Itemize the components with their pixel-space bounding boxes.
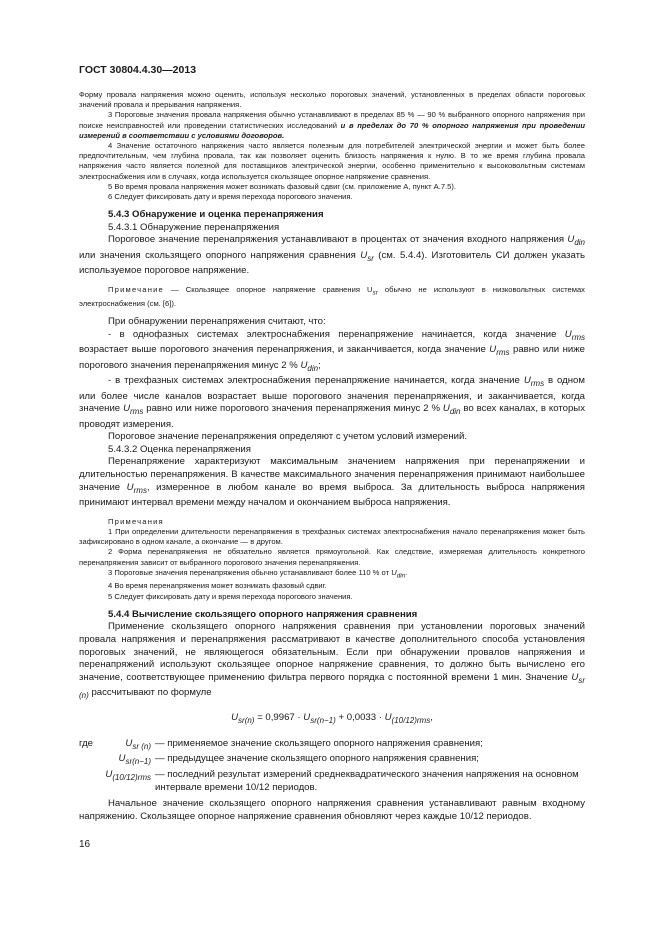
text: = 0,9967 · [254, 711, 304, 723]
note-6-timestamp: 6 Следует фиксировать дату и время перехода порогового значения. [108, 192, 353, 202]
symbol: U [489, 344, 497, 356]
legend-symbol [79, 769, 155, 794]
subscript: rms [496, 347, 510, 357]
symbol: U [123, 403, 130, 415]
legend-where-label: где [79, 737, 94, 749]
symbol: U [564, 328, 572, 340]
subscript: din [396, 572, 406, 580]
page-body [79, 90, 585, 823]
legend-row [79, 753, 585, 769]
text: - в однофазных системах электроснабжения перенапряжение начинается, когда значение [108, 328, 565, 340]
paragraph-sliding-reference [79, 621, 585, 702]
subscript: sr [367, 253, 374, 263]
legend-row [79, 738, 585, 754]
subscript: din [307, 363, 319, 373]
text: возрастает выше порогового значения перенапряжения, и заканчивается, когда значение [79, 344, 490, 356]
subscript: sr(n−1) [125, 757, 151, 767]
text: или значения скользящего опорного напряжения сравнения [79, 249, 361, 261]
subscript: (10/12)rms [112, 772, 151, 782]
legend-text: — предыдущее значение скользящего опорного напряжения сравнения; [155, 753, 479, 765]
symbol: U [118, 753, 126, 765]
symbol: U [126, 481, 134, 493]
legend-symbol [79, 753, 155, 769]
subscript: sr (n) [132, 741, 151, 751]
legend-text: — последний результат измерений среднеквадратического значения напряжения на основном интервале времени 10/12 периодов. [155, 768, 579, 793]
symbol: U [442, 403, 450, 415]
subsection-5-4-3-2-heading: 5.4.3.2 Оценка перенапряжения [108, 443, 251, 455]
text: (см. 5.4.4). Изготовитель СИ должен указать используемое пороговое напряжение. [79, 249, 585, 277]
subscript: din [449, 407, 461, 417]
text: , [430, 711, 433, 723]
paragraph-swell-detection: При обнаружении перенапряжения считают, что: [108, 315, 326, 327]
paragraph-initial-value: Начальное значение скользящего опорного напряжения сравнения устанавливают равным входному напряжению. Скользящее опорное напряжение сравнения обновляют через каждые 10/12 периодов. [79, 798, 585, 822]
text: рассчитывают по формуле [88, 687, 212, 699]
symbol: U [384, 711, 392, 723]
symbol: U [360, 249, 368, 261]
note-2-shape: 2 Форма перенапряжения не обязательно является прямоугольной. Как следствие, измеряемая длительность конкретного перенапряжения зависит от выбранного порогового значения перенапряжения. [79, 547, 585, 567]
note-label: Примечание [108, 285, 164, 295]
text: во всех каналах, в которых проводят измерения. [79, 403, 585, 430]
section-5-4-3-heading: 5.4.3 Обнаружение и оценка перенапряжения [108, 209, 324, 221]
paragraph-swell-threshold [79, 234, 585, 278]
note-1-three-phase: 1 При определении длительности перенапряжения в трехфазных системах электроснабжения начало перенапряжения может быть зафиксировано в одном канале, а окончание — в другом. [79, 526, 585, 547]
text: в одном или более числе каналов возрастает выше порогового значения перенапряжения, и заканчивается, когда значение [79, 375, 585, 415]
paragraph-threshold-conditions: Пороговое значение перенапряжения определяют с учетом условий измерений. [108, 431, 468, 443]
text: равно или ниже порогового значения перенапряжения минус 2 % [79, 344, 586, 371]
subscript: din [574, 238, 585, 248]
paragraph-swell-evaluation [79, 456, 585, 509]
paragraph-single-phase [79, 329, 585, 376]
note-sliding-reference [79, 285, 585, 309]
note-3-swell-threshold [79, 568, 585, 582]
subscript: sr (n) [79, 675, 585, 701]
subscript: sr(n−1) [310, 715, 336, 725]
legend-text: — применяемое значение скользящего опорного напряжения сравнения; [155, 737, 483, 749]
legend-row [79, 769, 585, 794]
note-4-residual-voltage: 4 Значение остаточного напряжения часто является полезным для потребителей электрической энергии и может быть более предпочтительным, чем глубина провала, так как позволяет оценить близость напряжения к нулю. В то же время глубина провала напряжения часто является полезной для поставщиков электрической энергии, особенно применительно к высоковольтным системам электроснабжения или в случаях, когда используется скользящее опорное напряжение сравнения. [79, 141, 585, 181]
text: - в трехфазных системах электроснабжения перенапряжение начинается, когда значение [108, 375, 524, 387]
note-3-dip-threshold [79, 110, 585, 141]
subscript: sr [372, 289, 378, 297]
text: ; [318, 359, 321, 371]
paragraph-three-phase [79, 375, 585, 431]
note-text: обычно не используют в низковольтных системах электроснабжения (см. [6]). [79, 285, 585, 308]
symbol: U [300, 359, 308, 371]
formula-legend [79, 738, 585, 794]
subscript: rms [130, 407, 144, 417]
note-5-phase-shift: 5 Во время провала напряжения может возникать фазовый сдвиг (см. приложение А, пункт А.7.5). [108, 181, 457, 191]
legend-symbol [79, 738, 155, 754]
page-number: 16 [79, 839, 91, 850]
text: равно или ниже порогового значения перенапряжения минус 2 % [143, 403, 443, 415]
text: . [405, 567, 408, 577]
symbol: U [391, 567, 397, 577]
subscript: rms [133, 485, 147, 495]
subscript: rms [571, 332, 585, 342]
section-5-4-4-heading: 5.4.4 Вычисление скользящего опорного напряжения сравнения [108, 608, 418, 620]
subscript: sr(n) [238, 715, 255, 725]
subscript: rms [530, 378, 545, 388]
text: + 0,0033 · [335, 711, 385, 723]
paragraph-dip-shape: Форму провала напряжения можно оценить, используя несколько пороговых значений, установленных в пределах области пороговых значений провала и прерывания напряжения. [79, 90, 585, 110]
text: Применение скользящего опорного напряжения сравнения при установлении пороговых значений провала напряжения и перенапряжения рассматривают в качестве дополнительного способа установления пороговых значений, не являющегося обязательным. Если при обнаружении провалов напряжения и перенапряжений используют скользящее опорное напряжение сравнения, то должно быть вычислено его значение, соответствующее применению фильтра первого порядка с постоянной времени 1 мин. Значение [79, 621, 585, 683]
text: Перенапряжение характеризуют максимальным значением напряжения при перенапряжении и длительностью перенапряжения. В качестве максимального значения перенапряжения принимают наибольшее значение [79, 456, 585, 493]
text: , измеренное в любом канале во время выброса. За длительность выброса напряжения принимают интервал времени между началом и окончанием выброса напряжения. [79, 481, 585, 509]
formula-sliding-reference [79, 713, 585, 726]
document-header: ГОСТ 30804.4.30—2013 [79, 64, 197, 76]
symbol: U [303, 711, 311, 723]
symbol: U [571, 671, 579, 683]
symbol: U [105, 768, 113, 780]
notes-label: Примечания [108, 516, 164, 526]
subsection-5-4-3-1-heading: 5.4.3.1 Обнаружение перенапряжения [108, 221, 280, 233]
text: 3 Пороговые значения перенапряжения обычно устанавливают более 110 % от [108, 567, 392, 577]
note-3-text: 3 Пороговые значения провала напряжения обычно устанавливают в пределах 85 % — 90 % выбранного опорного напряжения при поиске неисправностей или проведении статистических исследований [79, 110, 585, 130]
symbol: U [523, 375, 531, 387]
subscript: (10/12)rms [391, 715, 431, 725]
symbol: U [231, 711, 239, 723]
note-3-contract-text: и в пределах до 70 % опорного напряжения при проведении измерений в соответствии с условиями договоров. [79, 120, 585, 140]
text: Пороговое значение перенапряжения устанавливают в процентах от значения входного напряжения [108, 234, 568, 246]
note-5-timestamp: 5 Следует фиксировать дату и время перехода порогового значения. [108, 591, 353, 601]
symbol: U [125, 737, 133, 749]
symbol: U [567, 234, 575, 246]
note-4-phase-shift: 4 Во время перенапряжения может возникать фазовый сдвиг. [108, 581, 327, 591]
note-text: — Скользящее опорное напряжение сравнения U [163, 285, 373, 295]
